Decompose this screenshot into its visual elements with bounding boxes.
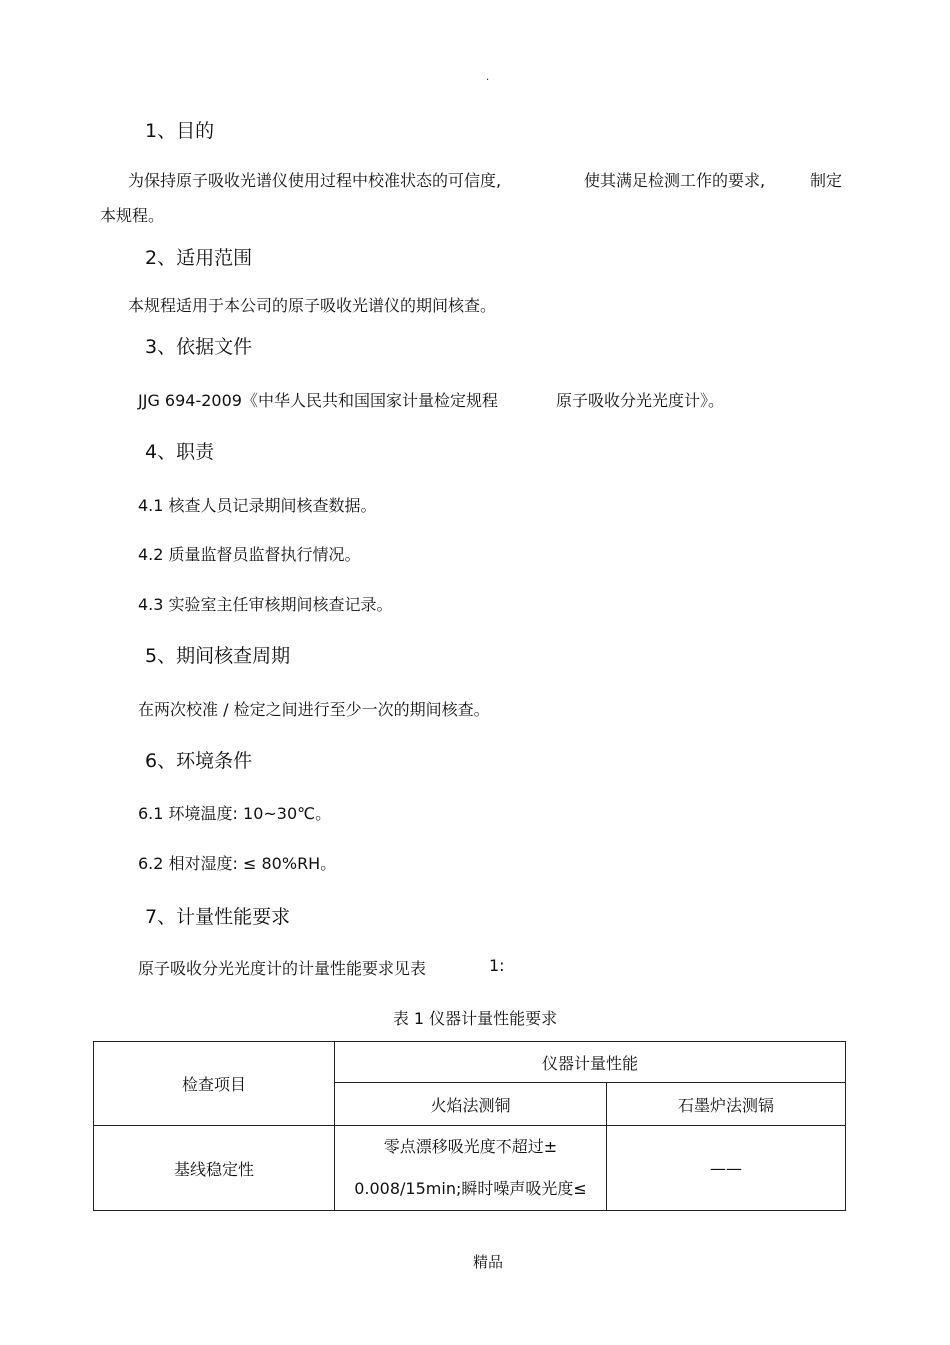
footer-label: 精品 <box>472 1253 503 1271</box>
row-graphite-value: —— <box>607 1126 846 1211</box>
header-instrument-performance: 仪器计量性能 <box>335 1042 846 1083</box>
row-item-baseline-stability: 基线稳定性 <box>94 1126 335 1211</box>
section-1-text-part2: 使其满足检测工作的要求, <box>584 171 766 190</box>
metrology-requirements-table <box>93 1041 846 1211</box>
table-caption: 表 1 仪器计量性能要求 <box>392 1009 558 1028</box>
section-1-text-part1: 为保持原子吸收光谱仪使用过程中校准状态的可信度, <box>128 171 502 190</box>
section-3-text-part1: JJG 694-2009《中华人民共和国国家计量检定规程 <box>138 391 498 410</box>
section-7-text-part1: 原子吸收分光光度计的计量性能要求见表 <box>138 959 427 978</box>
row-flame-value-line1: 零点漂移吸光度不超过± <box>383 1137 558 1156</box>
header-flame-copper: 火焰法测铜 <box>335 1083 607 1126</box>
section-6-heading: 6、环境条件 <box>145 750 253 772</box>
section-1-text-line2: 本规程。 <box>100 206 165 225</box>
section-1-heading: 1、目的 <box>145 120 215 142</box>
section-3-text-part2: 原子吸收分光光度计》。 <box>556 391 725 410</box>
section-4-item-2: 4.2 质量监督员监督执行情况。 <box>138 545 361 564</box>
row-flame-value <box>335 1126 607 1211</box>
table-row <box>94 1126 846 1211</box>
section-4-item-3: 4.3 实验室主任审核期间核查记录。 <box>138 595 393 614</box>
header-dot: . <box>486 72 490 83</box>
section-4-heading: 4、职责 <box>145 441 215 463</box>
row-flame-value-line2: 0.008/15min;瞬时噪声吸光度≤ <box>354 1179 587 1198</box>
section-5-heading: 5、期间核查周期 <box>145 645 291 667</box>
section-1-text-part3: 制定 <box>810 171 843 190</box>
table-header-row <box>94 1042 846 1083</box>
header-graphite-cadmium: 石墨炉法测镉 <box>607 1083 846 1126</box>
section-4-item-1: 4.1 核查人员记录期间核查数据。 <box>138 496 377 515</box>
section-5-text: 在两次校准 / 检定之间进行至少一次的期间核查。 <box>138 700 490 719</box>
section-7-text-part2: 1: <box>489 956 505 975</box>
section-2-heading: 2、适用范围 <box>145 247 253 269</box>
section-6-item-1: 6.1 环境温度: 10~30℃。 <box>138 804 332 823</box>
section-3-heading: 3、依据文件 <box>145 336 253 358</box>
section-6-item-2: 6.2 相对湿度: ≤ 80%RH。 <box>138 854 337 873</box>
section-7-heading: 7、计量性能要求 <box>145 906 291 928</box>
section-2-text: 本规程适用于本公司的原子吸收光谱仪的期间核查。 <box>128 296 497 315</box>
header-check-item: 检查项目 <box>94 1042 335 1126</box>
